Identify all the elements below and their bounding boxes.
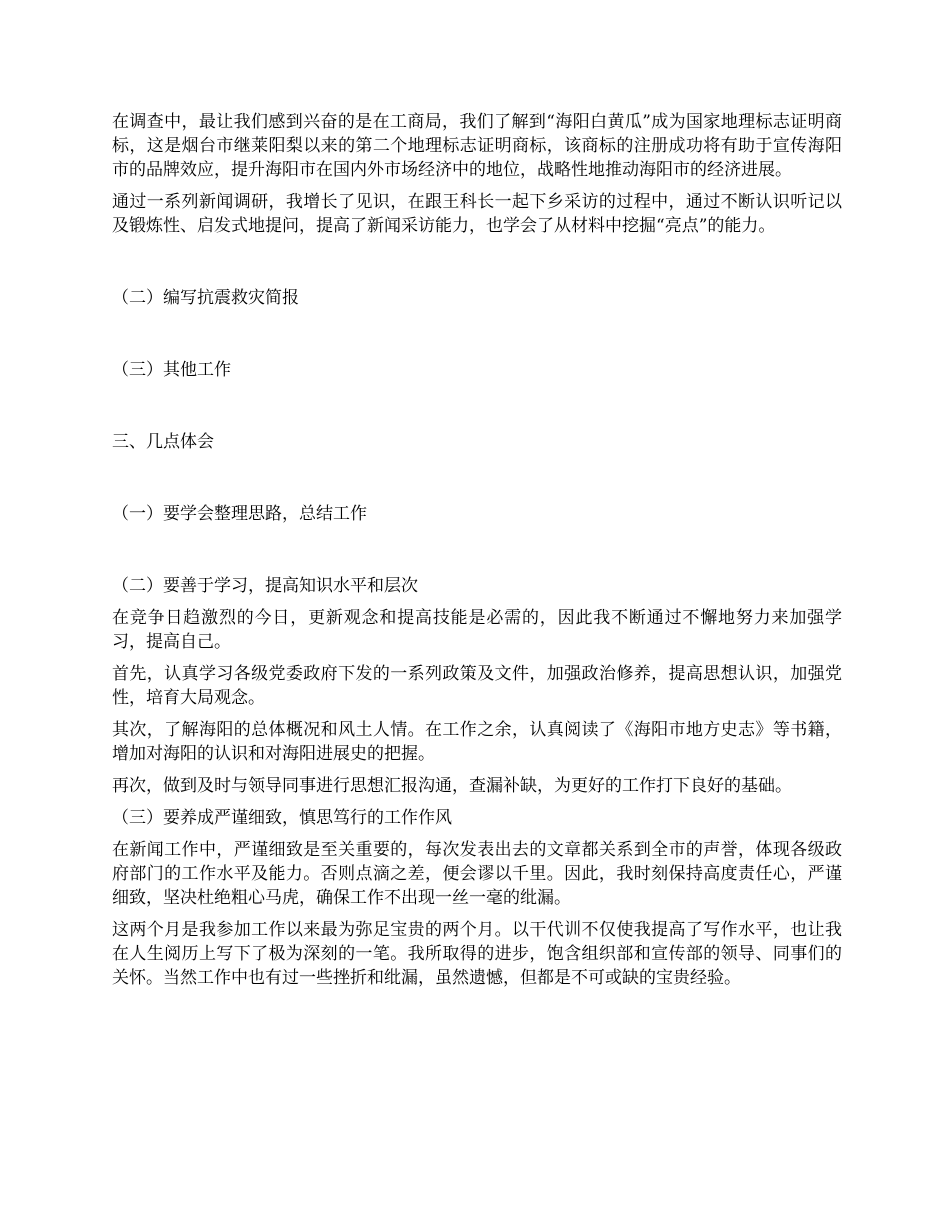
paragraph-two-months: 这两个月是我参加工作以来最为弥足宝贵的两个月。以干代训不仅使我提高了写作水平，也让我在人生阅历上写下了极为深刻的一笔。我所取得的进步，饱含组织部和宣传部的领导、同事们的关怀。当然工作中也有过一些挫折和纰漏，虽然遗憾，但都是不可或缺的宝贵经验。: [112, 920, 842, 988]
document-page: [112, 110, 842, 998]
paragraph-third: 再次，做到及时与领导同事进行思想汇报沟通，查漏补缺，为更好的工作打下良好的基础。: [112, 776, 792, 796]
paragraph-competition: 在竞争日趋激烈的今日，更新观念和提高技能是必需的，因此我不断通过不懈地努力来加强学习，提高自己。: [112, 608, 842, 652]
heading-other-work: （三）其他工作: [112, 360, 231, 380]
paragraph-survey: 在调查中，最让我们感到兴奋的是在工商局，我们了解到“海阳白黄瓜”成为国家地理标志证明商标，这是烟台市继莱阳梨以来的第二个地理标志证明商标，该商标的注册成功将有助于宣传海阳市的品牌效应，提升海阳市在国内外市场经济中的地位，战略性地推动海阳市的经济进展。: [112, 112, 842, 180]
heading-earthquake-brief: （二）编写抗震救灾简报: [112, 288, 299, 308]
paragraph-news-research: 通过一系列新闻调研，我增长了见识，在跟王科长一起下乡采访的过程中，通过不断认识听记以及锻炼性、启发式地提问，提高了新闻采访能力，也学会了从材料中挖掘“亮点”的能力。: [112, 192, 842, 236]
heading-work-style: （三）要养成严谨细致，慎思笃行的工作作风: [112, 808, 452, 828]
heading-experiences: 三、几点体会: [112, 432, 214, 452]
heading-organize-thinking: （一）要学会整理思路，总结工作: [112, 504, 367, 524]
paragraph-first: 首先，认真学习各级党委政府下发的一系列政策及文件，加强政治修养，提高思想认识，加强党性，培育大局观念。: [112, 664, 842, 708]
paragraph-news-work: 在新闻工作中，严谨细致是至关重要的，每次发表出去的文章都关系到全市的声誉，体现各级政府部门的工作水平及能力。否则点滴之差，便会谬以千里。因此，我时刻保持高度责任心，严谨细致，坚决杜绝粗心马虎，确保工作不出现一丝一毫的纰漏。: [112, 840, 842, 908]
heading-learning: （二）要善于学习，提高知识水平和层次: [112, 576, 418, 596]
paragraph-second: 其次，了解海阳的总体概况和风土人情。在工作之余，认真阅读了《海阳市地方史志》等书籍，增加对海阳的认识和对海阳进展史的把握。: [112, 720, 842, 764]
